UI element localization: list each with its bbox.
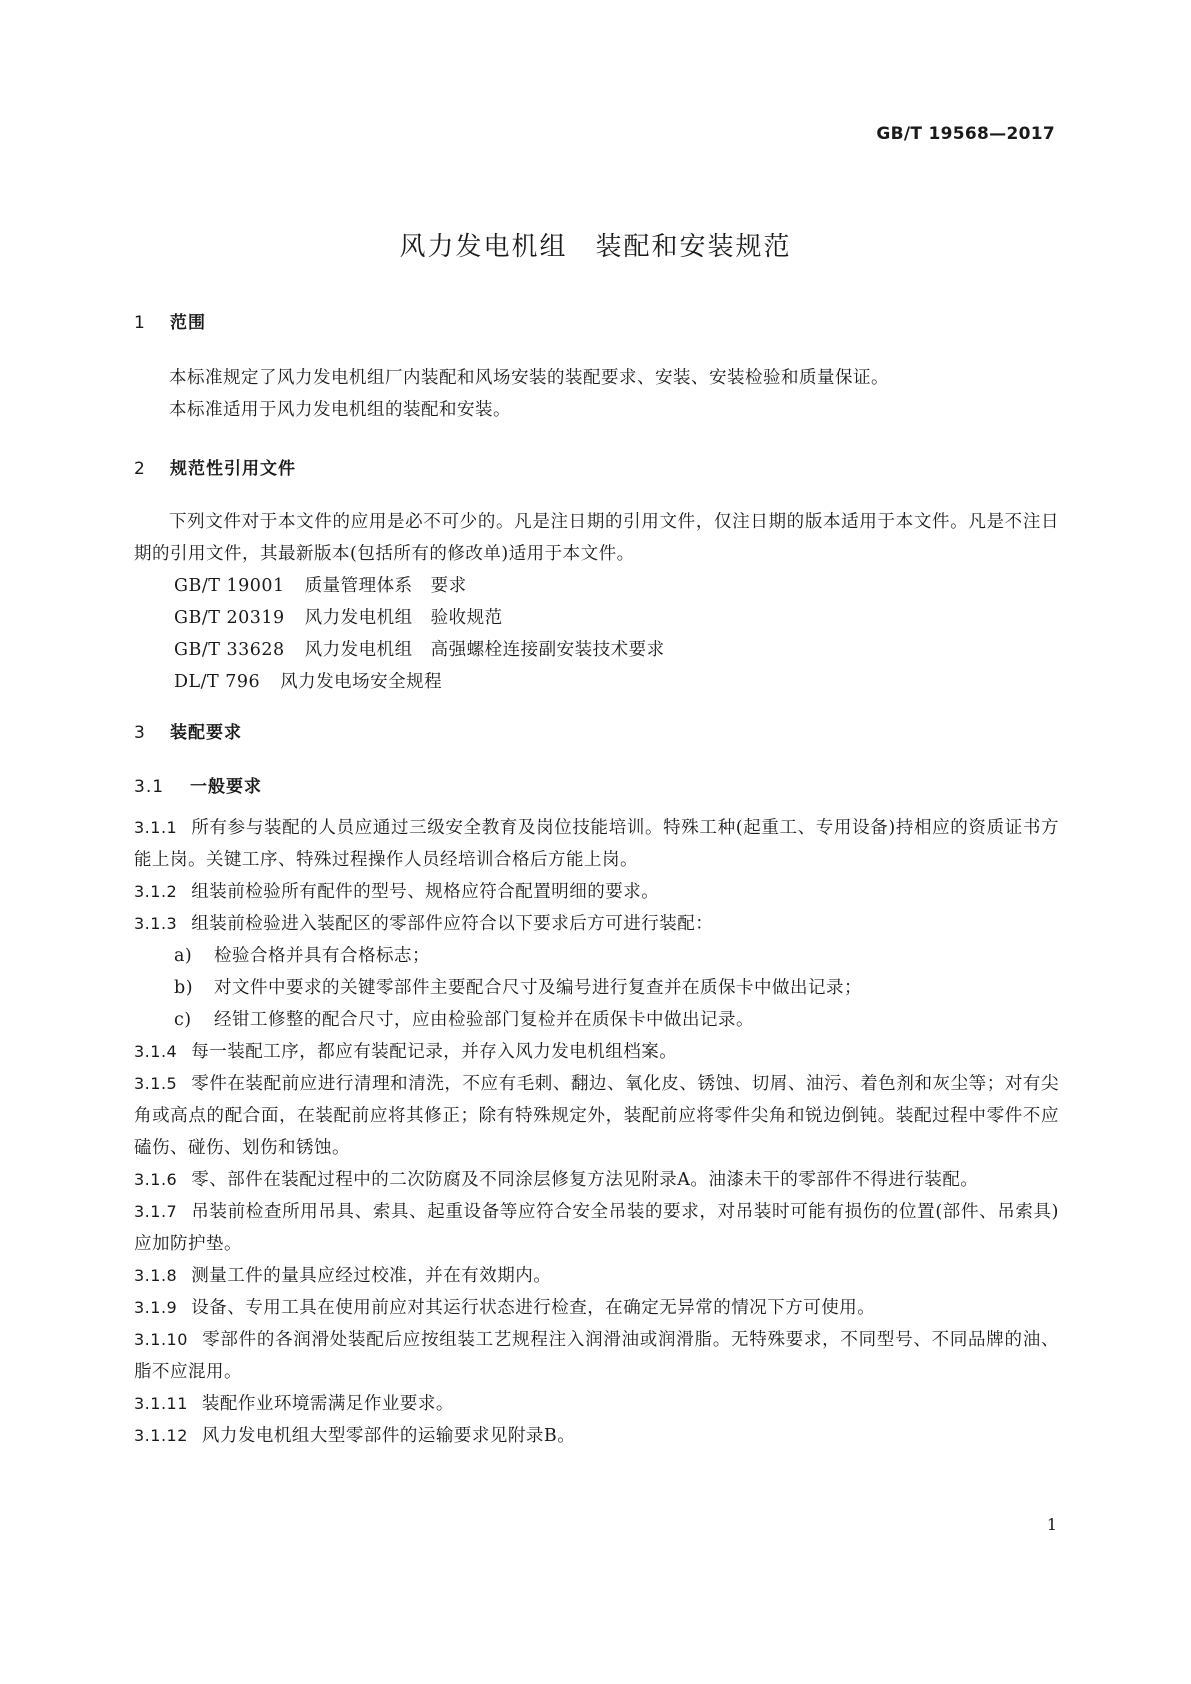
clause-3-1-2: [134, 876, 1059, 908]
clause-3-1-5: [134, 1068, 1059, 1164]
reference-item: [134, 666, 1059, 698]
clause-3-1-11: [134, 1388, 1059, 1420]
list-item: [134, 940, 1059, 972]
clause-text: 零、部件在装配过程中的二次防腐及不同涂层修复方法见附录A。油漆未干的零部件不得进行装配。: [191, 1170, 979, 1190]
section-title: 规范性引用文件: [170, 459, 296, 479]
reference-item: [134, 634, 1059, 666]
list-marker: b): [174, 978, 194, 998]
standard-code: GB/T 19568—2017: [876, 124, 1055, 144]
list-item: [134, 1004, 1059, 1036]
reference-title: 质量管理体系 要求: [304, 576, 467, 596]
paragraph: 本标准适用于风力发电机组的装配和安装。: [169, 400, 511, 420]
clause-number: 3.1.1: [134, 818, 178, 837]
list-item: [134, 972, 1059, 1004]
clause-number: 3.1.4: [134, 1042, 178, 1061]
clause-text: 所有参与装配的人员应通过三级安全教育及岗位技能培训。特殊工种(起重工、专用设备)持相应的资质证书方能上岗。关键工序、特殊过程操作人员经培训合格后方能上岗。: [134, 818, 1059, 870]
clause-number: 3.1.7: [134, 1202, 178, 1221]
section-number: 2: [134, 459, 146, 479]
clause-3-1-1: [134, 812, 1059, 876]
section-body: [134, 362, 1059, 426]
clause-number: 3.1.3: [134, 914, 178, 933]
clause-number: 3.1.9: [134, 1298, 178, 1317]
paragraph: 下列文件对于本文件的应用是必不可少的。凡是注日期的引用文件，仅注日期的版本适用于本文件。凡是不注日期的引用文件，其最新版本(包括所有的修改单)适用于本文件。: [134, 512, 1059, 564]
clause-number: 3.1.6: [134, 1170, 178, 1189]
clause-text: 装配作业环境需满足作业要求。: [201, 1394, 454, 1414]
clause-text: 设备、专用工具在使用前应对其运行状态进行检查，在确定无异常的情况下方可使用。: [191, 1298, 876, 1318]
reference-title: 风力发电机组 验收规范: [304, 608, 503, 628]
clause-text: 零部件的各润滑处装配后应按组装工艺规程注入润滑油或润滑脂。无特殊要求，不同型号、不同品牌的油、脂不应混用。: [134, 1330, 1059, 1382]
clause-3-1-12: [134, 1420, 1059, 1452]
clause-text: 组装前检验进入装配区的零部件应符合以下要求后方可进行装配：: [191, 914, 714, 934]
list-text: 经钳工修整的配合尺寸，应由检验部门复检并在质保卡中做出记录。: [214, 1010, 754, 1030]
section-number: 3: [134, 723, 146, 743]
clause-3-1-4: [134, 1036, 1059, 1068]
section-heading: [134, 718, 1059, 743]
clause-3-1-8: [134, 1260, 1059, 1292]
clause-text: 测量工件的量具应经过校准，并在有效期内。: [191, 1266, 552, 1286]
clause-number: 3.1.2: [134, 882, 178, 901]
reference-item: [134, 570, 1059, 602]
section-title: 装配要求: [170, 723, 242, 743]
reference-title: 风力发电场安全规程: [280, 672, 443, 692]
reference-code: DL/T 796: [174, 672, 261, 692]
subsection-number: 3.1: [134, 777, 165, 797]
paragraph: 本标准规定了风力发电机组厂内装配和风场安装的装配要求、安装、安装检验和质量保证。: [169, 368, 889, 388]
reference-code: GB/T 19001: [174, 576, 285, 596]
section-heading: [134, 308, 1059, 333]
clause-text: 风力发电机组大型零部件的运输要求见附录B。: [201, 1426, 576, 1446]
clause-3-1-7: [134, 1196, 1059, 1260]
clause-text: 吊装前检查所用吊具、索具、起重设备等应符合安全吊装的要求，对吊装时可能有损伤的位置(部件、吊索具)应加防护垫。: [134, 1202, 1059, 1254]
clause-number: 3.1.10: [134, 1330, 188, 1349]
reference-code: GB/T 20319: [174, 608, 285, 628]
reference-item: [134, 602, 1059, 634]
clause-number: 3.1.11: [134, 1394, 188, 1413]
clause-number: 3.1.12: [134, 1426, 188, 1445]
clause-3-1-6: [134, 1164, 1059, 1196]
section-body: [134, 506, 1059, 698]
subsection-heading: [134, 772, 1059, 797]
clause-3-1-3: [134, 908, 1059, 940]
clause-3-1-9: [134, 1292, 1059, 1324]
section-title: 范围: [170, 313, 206, 333]
list-text: 检验合格并具有合格标志；: [214, 946, 430, 966]
clause-number: 3.1.5: [134, 1074, 178, 1093]
subsection-title: 一般要求: [190, 777, 262, 797]
reference-code: GB/T 33628: [174, 640, 285, 660]
clause-number: 3.1.8: [134, 1266, 178, 1285]
clause-text: 零件在装配前应进行清理和清洗，不应有毛刺、翻边、氧化皮、锈蚀、切屑、油污、着色剂和灰尘等；对有尖角或高点的配合面，在装配前应将其修正；除有特殊规定外，装配前应将零件尖角和锐边倒钝。装配过程中零件不应磕伤、碰伤、划伤和锈蚀。: [134, 1074, 1059, 1158]
clause-text: 每一装配工序，都应有装配记录，并存入风力发电机组档案。: [191, 1042, 678, 1062]
section-heading: [134, 454, 1059, 479]
clause-list: [134, 812, 1059, 1452]
list-marker: c): [174, 1010, 192, 1030]
list-marker: a): [174, 946, 193, 966]
section-number: 1: [134, 313, 146, 333]
document-title: 风力发电机组 装配和安装规范: [399, 232, 792, 262]
reference-title: 风力发电机组 高强螺栓连接副安装技术要求: [304, 640, 665, 660]
clause-text: 组装前检验所有配件的型号、规格应符合配置明细的要求。: [191, 882, 660, 902]
page-number: 1: [1046, 1515, 1057, 1534]
clause-3-1-10: [134, 1324, 1059, 1388]
list-text: 对文件中要求的关键零部件主要配合尺寸及编号进行复查并在质保卡中做出记录；: [214, 978, 862, 998]
